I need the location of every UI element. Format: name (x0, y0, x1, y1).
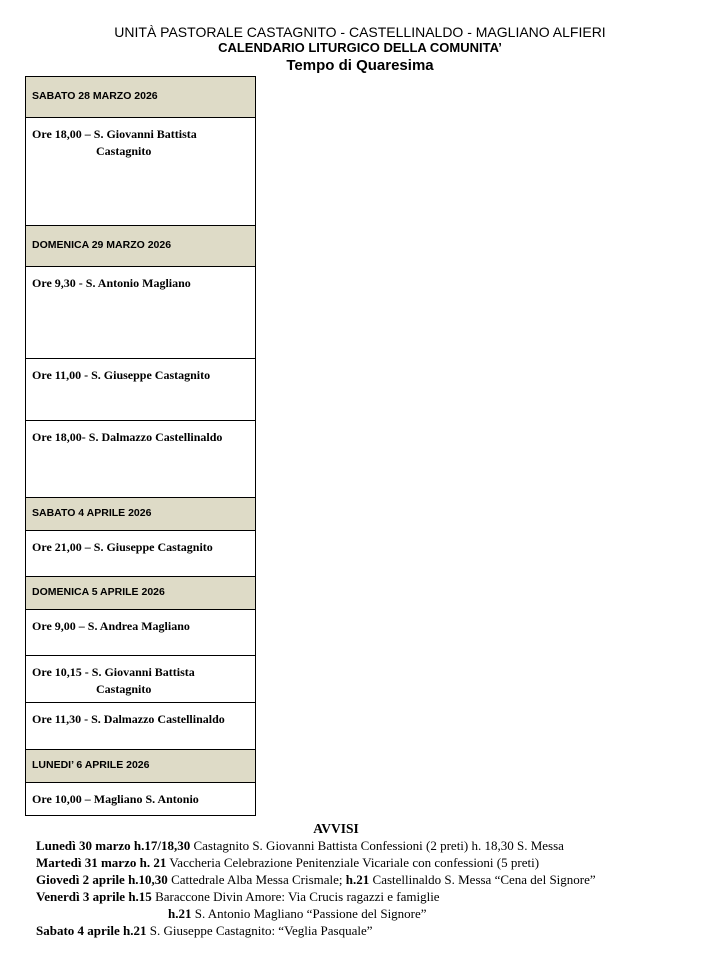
event-cell (26, 656, 256, 703)
notice-line: Lunedì 30 marzo h.17/18,30 Castagnito S. Giovanni Battista Confessioni (2 preti) h. 18,30 S. Messa (36, 838, 564, 853)
day-header: DOMENICA 29 MARZO 2026 (26, 226, 256, 267)
notice-line: Giovedì 2 aprile h.10,30 Cattedrale Alba Messa Crismale; h.21 Castellinaldo S. Messa “Cena del Signore” (36, 872, 596, 887)
event-text: Ore 9,30 - S. Antonio Magliano (32, 276, 191, 290)
event-cell (26, 267, 256, 359)
event-text: Ore 18,00 – S. Giovanni Battista (32, 127, 197, 141)
notices-section (36, 820, 706, 939)
event-row (26, 531, 256, 577)
notice-line: Martedì 31 marzo h. 21 Vaccheria Celebrazione Penitenziale Vicariale con confessioni (5 preti) (36, 855, 540, 870)
notice-line: Sabato 4 aprile h.21 S. Giuseppe Castagnito: “Veglia Pasquale” (36, 923, 373, 938)
event-row (26, 421, 256, 498)
event-cell (26, 421, 256, 498)
notice-line: Venerdì 3 aprile h.15 Baraccone Divin Amore: Via Crucis ragazzi e famiglie (36, 889, 440, 904)
header-season: Tempo di Quaresima (286, 57, 434, 74)
day-header: LUNEDI’ 6 APRILE 2026 (26, 750, 256, 783)
event-cell (26, 118, 256, 226)
event-text: Ore 11,30 - S. Dalmazzo Castellinaldo (32, 712, 225, 726)
event-cell (26, 359, 256, 421)
notice-line: h.21 S. Antonio Magliano “Passione del Signore” (168, 906, 427, 921)
event-row (26, 783, 256, 816)
event-row (26, 610, 256, 656)
event-text: Ore 11,00 - S. Giuseppe Castagnito (32, 368, 211, 382)
event-text: Ore 9,00 – S. Andrea Magliano (32, 619, 190, 633)
event-row (26, 267, 256, 359)
event-cell (26, 610, 256, 656)
day-header-row (26, 226, 256, 267)
event-text-cont: Castagnito (96, 144, 152, 158)
event-cell (26, 783, 256, 816)
header-parish-unit: UNITÀ PASTORALE CASTAGNITO - CASTELLINALDO - MAGLIANO ALFIERI (114, 24, 606, 40)
day-header: DOMENICA 5 APRILE 2026 (26, 577, 256, 610)
event-row (26, 118, 256, 226)
notices-title: AVVISI (313, 821, 359, 836)
event-cell (26, 703, 256, 750)
day-header-row (26, 577, 256, 610)
event-text: Ore 10,00 – Magliano S. Antonio (32, 792, 199, 806)
event-text: Ore 18,00- S. Dalmazzo Castellinaldo (32, 430, 223, 444)
day-header: SABATO 4 APRILE 2026 (26, 498, 256, 531)
event-text-cont: Castagnito (96, 682, 152, 696)
day-header-row (26, 750, 256, 783)
event-row (26, 656, 256, 703)
event-text: Ore 10,15 - S. Giovanni Battista (32, 665, 195, 679)
day-header: SABATO 28 MARZO 2026 (26, 77, 256, 118)
event-cell (26, 531, 256, 577)
schedule-table (25, 76, 256, 816)
day-header-row (26, 498, 256, 531)
day-header-row (26, 77, 256, 118)
event-row (26, 359, 256, 421)
header-calendar-title: CALENDARIO LITURGICO DELLA COMUNITA’ (218, 40, 502, 55)
event-row (26, 703, 256, 750)
event-text: Ore 21,00 – S. Giuseppe Castagnito (32, 540, 213, 554)
